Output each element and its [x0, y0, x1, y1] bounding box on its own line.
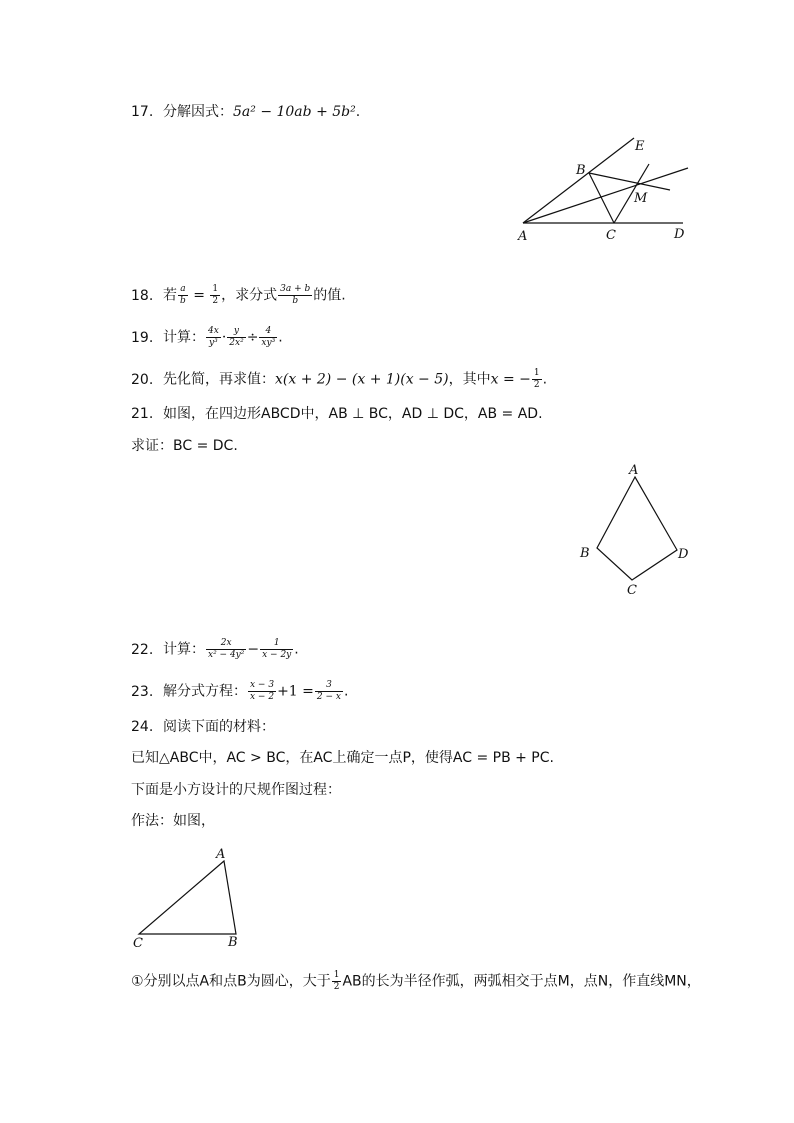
- question-number: 19.: [131, 329, 154, 346]
- question-number: 17.: [131, 104, 154, 120]
- question-21: [131, 404, 543, 424]
- numerator: 3: [315, 680, 343, 692]
- operator: −: [247, 641, 260, 658]
- numerator: y: [227, 326, 245, 338]
- numerator: 3a + b: [280, 284, 311, 294]
- label-B: B: [580, 546, 590, 561]
- text: 若: [163, 287, 177, 304]
- period: .: [542, 371, 548, 388]
- question-label: 计算：: [163, 329, 205, 346]
- question-23: [131, 680, 348, 703]
- question-label: 先化简，再求值：: [163, 371, 275, 388]
- question-title: 阅读下面的材料：: [163, 719, 275, 735]
- proof-statement: 求证：BC = DC.: [131, 438, 238, 454]
- label-C: C: [627, 583, 637, 598]
- denominator: x − 2: [250, 692, 275, 702]
- fraction: [206, 326, 221, 349]
- operator: +1 =: [277, 683, 314, 700]
- period: .: [278, 329, 283, 346]
- material-line-1: 已知△ABC中，AC > BC，在AC上确定一点P，使得AC = PB + PC.: [131, 750, 554, 766]
- math-expression: 5a² − 10ab + 5b²: [233, 104, 356, 120]
- denominator: 2: [333, 982, 340, 992]
- construction-step-1: [131, 970, 701, 993]
- text: ，其中: [448, 371, 491, 388]
- period: .: [355, 104, 361, 120]
- label-E: E: [635, 139, 645, 154]
- label-C: C: [133, 936, 143, 951]
- material-line-2: 下面是小方设计的尺规作图过程：: [131, 782, 341, 798]
- question-number: 22.: [131, 641, 154, 658]
- text: ，求分式: [221, 287, 278, 304]
- denominator: x² − 4y²: [208, 650, 245, 660]
- label-B: B: [228, 935, 238, 950]
- question-number: 20.: [131, 371, 154, 388]
- question-19: [131, 326, 283, 349]
- operator: ÷: [246, 329, 259, 346]
- math-expression: x = −: [490, 371, 531, 388]
- numerator: 1: [212, 284, 219, 294]
- fraction: [248, 680, 276, 703]
- label-B: B: [576, 163, 586, 178]
- denominator: 2 − x: [316, 692, 341, 702]
- denominator: 2: [212, 296, 219, 306]
- fraction: [259, 326, 277, 349]
- fraction: [227, 326, 245, 349]
- question-24: [131, 717, 275, 737]
- fraction: [206, 638, 246, 661]
- text: ①分别以点A和点B为圆心，大于: [131, 973, 331, 990]
- equals: =: [188, 287, 210, 304]
- numerator: 1: [260, 638, 293, 650]
- fraction: [315, 680, 343, 703]
- question-label: 计算：: [163, 641, 205, 658]
- numerator: 1: [533, 368, 540, 378]
- numerator: 4x: [208, 326, 219, 336]
- text: 的值.: [313, 287, 346, 304]
- label-M: M: [634, 191, 648, 206]
- denominator: xy³: [261, 338, 276, 348]
- question-number: 21.: [131, 406, 154, 422]
- operator: ·: [221, 329, 227, 346]
- label-A: A: [216, 847, 226, 862]
- label-D: D: [674, 227, 685, 242]
- label-C: C: [606, 228, 616, 243]
- question-number: 23.: [131, 683, 154, 700]
- label-D: D: [678, 547, 689, 562]
- numerator: 2x: [206, 638, 246, 650]
- question-text: 如图，在四边形ABCD中，AB ⊥ BC，AD ⊥ DC，AB = AD.: [163, 406, 543, 422]
- math-expression: x(x + 2) − (x + 1)(x − 5): [275, 371, 449, 388]
- numerator: a: [178, 284, 188, 296]
- fraction: [278, 284, 312, 307]
- question-number: 18.: [131, 287, 154, 304]
- fraction: [260, 638, 293, 661]
- question-label: 解分式方程：: [163, 683, 247, 700]
- denominator: b: [180, 296, 186, 306]
- question-22: [131, 638, 299, 661]
- fraction: [332, 970, 342, 993]
- denominator: b: [292, 296, 299, 306]
- numerator: x − 3: [250, 680, 275, 690]
- question-18: [131, 284, 346, 307]
- fraction: [210, 284, 220, 307]
- denominator: x − 2y: [262, 650, 292, 660]
- question-label: 分解因式：: [163, 104, 233, 120]
- text: AB的长为半径作弧，两弧相交于点M，点N，作直线MN，: [342, 973, 701, 990]
- period: .: [294, 641, 299, 658]
- material-line-3: 作法：如图，: [131, 813, 215, 829]
- period: .: [343, 683, 349, 700]
- numerator: 4: [259, 326, 277, 338]
- question-20: [131, 368, 547, 391]
- fraction: [178, 284, 188, 307]
- denominator: y³: [209, 338, 218, 348]
- label-A: A: [518, 229, 528, 244]
- fraction: [532, 368, 542, 391]
- question-number: 24.: [131, 719, 154, 735]
- numerator: 1: [333, 970, 340, 980]
- denominator: 2: [533, 380, 540, 390]
- label-A: A: [629, 463, 639, 478]
- denominator: 2x²: [229, 338, 244, 348]
